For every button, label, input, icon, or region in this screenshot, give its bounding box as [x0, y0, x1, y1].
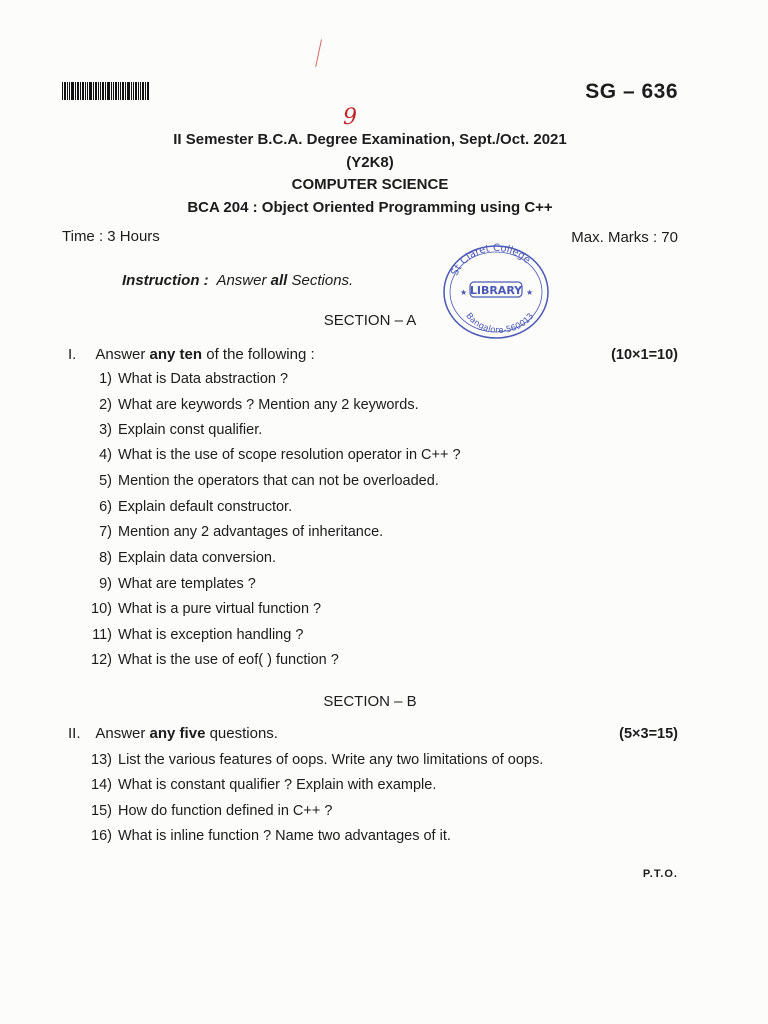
question-item: 12) What is the use of eof( ) function ? — [91, 652, 339, 668]
question-item: 11) What is exception handling ? — [92, 627, 304, 643]
section-b-prompt-pre: Answer — [95, 725, 146, 742]
question-item: 8) Explain data conversion. — [99, 550, 276, 566]
question-item: 5) Mention the operators that can not be overloaded. — [99, 473, 439, 489]
max-marks: Max. Marks : 70 — [571, 229, 678, 246]
section-b-prompt-post: questions. — [209, 725, 278, 742]
section-a-prompt-bold: any ten — [149, 346, 203, 363]
question-item: 4) What is the use of scope resolution operator in C++ ? — [99, 447, 461, 463]
exam-scheme: (Y2K8) — [346, 154, 394, 171]
svg-text:★: ★ — [526, 288, 534, 297]
section-a-roman: I. — [68, 346, 77, 363]
pen-mark — [315, 39, 330, 68]
section-b-prompt-bold: any five — [149, 725, 206, 742]
question-item: 16) What is inline function ? Name two advantages of it. — [91, 828, 451, 844]
question-item: 1) What is Data abstraction ? — [99, 371, 289, 387]
stamp-top-text: St Claret College — [449, 242, 533, 278]
exam-title: II Semester B.C.A. Degree Examination, Sept./Oct. 2021 — [173, 131, 567, 148]
question-item: 13) List the various features of oops. Write any two limitations of oops. — [91, 752, 544, 768]
course-title: BCA 204 : Object Oriented Programming using C++ — [187, 199, 553, 216]
subject-title: COMPUTER SCIENCE — [291, 176, 449, 193]
instruction-label: Instruction : — [122, 272, 209, 289]
section-b-roman: II. — [68, 725, 81, 742]
section-b-prompt — [68, 725, 278, 742]
section-a-marks: (10×1=10) — [611, 347, 678, 363]
question-item: 2) What are keywords ? Mention any 2 keywords. — [99, 397, 419, 413]
question-item: 7) Mention any 2 advantages of inheritance. — [99, 524, 384, 540]
question-item: 10) What is a pure virtual function ? — [91, 601, 322, 617]
page-turn-note: P.T.O. — [642, 868, 678, 880]
question-item: 14) What is constant qualifier ? Explain with example. — [91, 777, 437, 793]
question-item: 15) How do function defined in C++ ? — [91, 803, 333, 819]
instruction-bold: all — [270, 272, 288, 289]
question-item: 9) What are templates ? — [99, 576, 256, 592]
instruction-post: Sections. — [291, 272, 354, 289]
svg-text:St Claret College — [450, 243, 533, 278]
stamp-middle-text: LIBRARY — [469, 284, 523, 297]
instruction — [122, 272, 353, 289]
question-item: 6) Explain default constructor. — [99, 499, 293, 515]
handwritten-number: 9 — [343, 105, 357, 130]
section-b-marks: (5×3=15) — [619, 726, 678, 742]
barcode — [62, 82, 162, 100]
stamp-bottom-text: Bangalore-560013 — [463, 311, 537, 336]
section-a-prompt-pre: Answer — [95, 346, 146, 363]
question-item: 3) Explain const qualifier. — [99, 422, 263, 438]
time-label: Time : 3 Hours — [62, 228, 160, 245]
section-a-prompt-post: of the following : — [206, 346, 315, 363]
instruction-pre: Answer — [216, 272, 267, 289]
section-b-heading: SECTION – B — [323, 693, 417, 710]
svg-text:★: ★ — [460, 288, 468, 297]
section-a-prompt — [68, 346, 315, 363]
paper-code: SG – 636 — [585, 80, 678, 103]
section-a-heading: SECTION – A — [323, 312, 417, 329]
